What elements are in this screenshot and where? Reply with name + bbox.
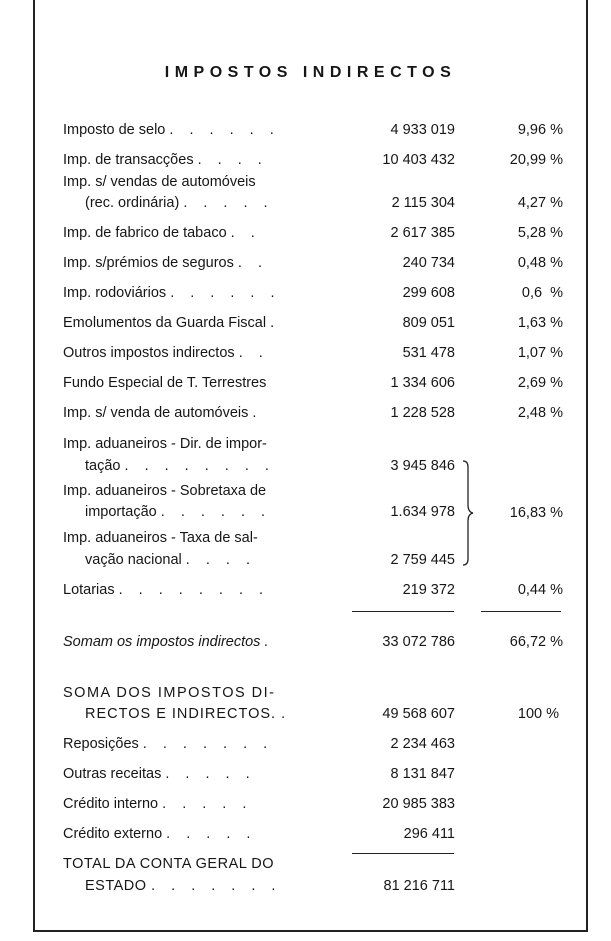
total-label-continuation: ESTADO . . . . . . . xyxy=(85,878,282,894)
row-label: Crédito interno . . . . . xyxy=(63,796,253,812)
row-value: 240 734 xyxy=(402,255,455,271)
total-rule xyxy=(352,853,454,854)
grouping-brace xyxy=(460,459,476,567)
subtotal-percent: 66,72 % xyxy=(509,634,563,650)
row-value: 3 945 846 xyxy=(390,458,455,474)
row-label: Imp. s/ vendas de automóveis xyxy=(63,174,256,190)
row-percent: 0,6 % xyxy=(521,285,563,301)
sum-label-continuation: RECTOS E INDIRECTOS. . xyxy=(85,706,292,722)
row-value: 8 131 847 xyxy=(390,766,455,782)
left-border xyxy=(33,0,35,932)
row-label: Imp. aduaneiros - Taxa de sal- xyxy=(63,530,258,546)
row-label-continuation: importação . . . . . . xyxy=(85,504,272,520)
row-percent: 2,48 % xyxy=(517,405,563,421)
row-label: Outros impostos indirectos . . xyxy=(63,345,269,361)
row-label-continuation: (rec. ordinária) . . . . . xyxy=(85,195,274,211)
row-value: 2 759 445 xyxy=(390,552,455,568)
row-percent: 4,27 % xyxy=(517,195,563,211)
row-label: Imp. s/prémios de seguros . . xyxy=(63,255,268,271)
subtotal-value: 33 072 786 xyxy=(382,634,455,650)
percent-subtotal-rule xyxy=(481,611,561,612)
row-value: 531 478 xyxy=(402,345,455,361)
sum-percent: 100 % xyxy=(517,706,559,722)
row-percent: 5,28 % xyxy=(517,225,563,241)
row-value: 20 985 383 xyxy=(382,796,455,812)
row-value: 4 933 019 xyxy=(390,122,455,138)
sum-value: 49 568 607 xyxy=(382,706,455,722)
row-label: Crédito externo . . . . . xyxy=(63,826,257,842)
row-label: Imp. de transacções . . . . xyxy=(63,152,268,168)
row-percent: 20,99 % xyxy=(509,152,563,168)
row-value: 2 115 304 xyxy=(391,195,455,211)
row-value: 1 334 606 xyxy=(390,375,455,391)
row-label-continuation: vação nacional . . . . xyxy=(85,552,256,568)
row-value: 2 617 385 xyxy=(390,225,455,241)
total-value: 81 216 711 xyxy=(383,878,455,894)
row-label: Imp. rodoviários . . . . . . xyxy=(63,285,281,301)
bottom-border xyxy=(33,930,588,932)
row-percent: 1,07 % xyxy=(517,345,563,361)
value-subtotal-rule xyxy=(352,611,454,612)
row-label-continuation: tação . . . . . . . . xyxy=(85,458,275,474)
row-value: 299 608 xyxy=(402,285,455,301)
row-label: Imposto de selo . . . . . . xyxy=(63,122,280,138)
row-value: 1.634 978 xyxy=(390,504,455,520)
sum-label: SOMA DOS IMPOSTOS DI- xyxy=(63,685,276,701)
row-percent: 0,48 % xyxy=(517,255,563,271)
row-percent: 2,69 % xyxy=(517,375,563,391)
row-label: Lotarias . . . . . . . . xyxy=(63,582,270,598)
right-border xyxy=(586,0,588,932)
row-label: Imp. s/ venda de automóveis . xyxy=(63,405,263,421)
row-value: 10 403 432 xyxy=(382,152,455,168)
row-percent: 0,44 % xyxy=(517,582,563,598)
row-label: Outras receitas . . . . . xyxy=(63,766,256,782)
subtotal-label: Somam os impostos indirectos . xyxy=(63,634,275,650)
row-percent: 1,63 % xyxy=(517,315,563,331)
row-label: Imp. aduaneiros - Dir. de impor- xyxy=(63,436,267,452)
page-title: IMPOSTOS INDIRECTOS xyxy=(164,64,457,81)
row-label: Imp. de fabrico de tabaco . . xyxy=(63,225,261,241)
total-label: TOTAL DA CONTA GERAL DO xyxy=(63,856,275,872)
row-value: 809 051 xyxy=(402,315,455,331)
row-label: Emolumentos da Guarda Fiscal . xyxy=(63,315,281,331)
row-value: 1 228 528 xyxy=(390,405,455,421)
row-value: 219 372 xyxy=(402,582,455,598)
row-label: Reposições . . . . . . . xyxy=(63,736,274,752)
row-label: Imp. aduaneiros - Sobretaxa de xyxy=(63,483,267,499)
group-percent: 16,83 % xyxy=(509,505,563,521)
row-value: 2 234 463 xyxy=(390,736,455,752)
row-label: Fundo Especial de T. Terrestres xyxy=(63,375,267,391)
row-value: 296 411 xyxy=(403,826,455,842)
row-percent: 9,96 % xyxy=(517,122,563,138)
